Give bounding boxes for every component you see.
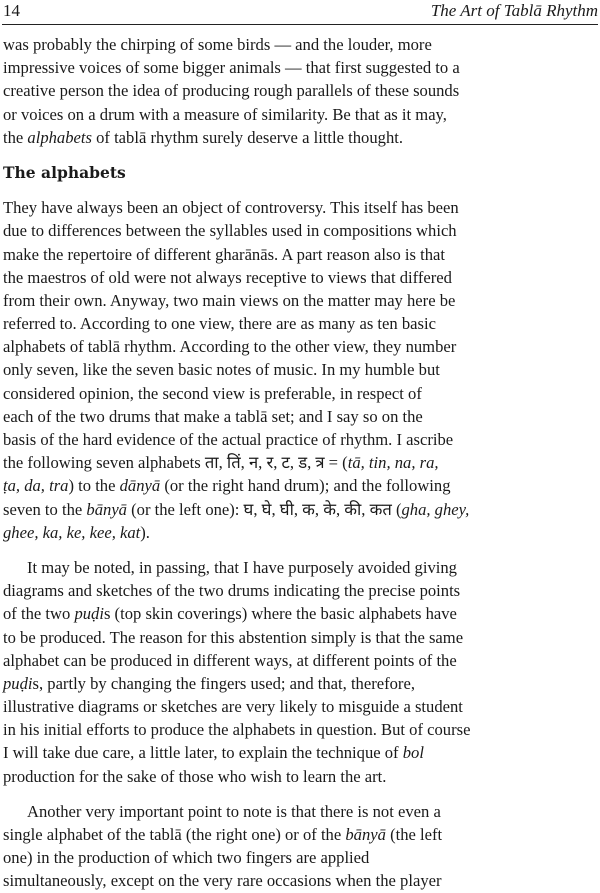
section-heading: The alphabets <box>3 162 126 182</box>
paragraph <box>3 196 491 544</box>
text-run: from their own. Anyway, two main views on the matter may here be <box>3 290 456 310</box>
text-line <box>3 196 491 219</box>
running-title: The Art of Tablā Rhythm <box>430 1 598 20</box>
italic-term: tā, tin, na, ra, <box>347 453 439 473</box>
text-run: It may be noted, in passing, that I have purposely avoided giving <box>27 557 457 577</box>
italic-term: bānyā <box>86 499 127 519</box>
text-run: creative person the idea of producing rough parallels of these sounds <box>3 81 460 101</box>
text-line <box>3 695 491 718</box>
italic-term: ghee, ka, ke, kee, kat <box>3 522 141 542</box>
page-header <box>3 0 598 24</box>
text-run: the maestros of old were not always receptive to views that differed <box>3 267 452 287</box>
text-line <box>3 602 491 625</box>
paragraph <box>3 556 491 788</box>
text-run: (the left <box>385 825 443 844</box>
text-line <box>3 649 491 672</box>
text-run: alphabets of tablā rhythm. According to the other view, they number <box>3 337 457 357</box>
header-rule <box>2 24 598 25</box>
text-line <box>3 718 491 741</box>
text-line <box>3 846 491 869</box>
text-run: in his initial efforts to produce the alphabets in question. But of course <box>3 720 471 740</box>
text-run: simultaneously, except on the very rare occasions when the player <box>3 871 442 891</box>
text-run: ). <box>140 522 150 542</box>
paragraph <box>3 33 491 149</box>
text-run: impressive voices of some bigger animals — that first suggested to a <box>3 58 460 78</box>
text-run: ) to the <box>68 476 120 496</box>
text-run: single alphabet of the tablā (the right one) or of the <box>3 825 346 844</box>
text-line <box>3 56 491 79</box>
spacer <box>3 544 491 556</box>
text-run: was probably the chirping of some birds — and the louder, more <box>3 35 432 54</box>
text-line <box>3 823 491 846</box>
text-line <box>3 335 491 358</box>
paragraph <box>3 800 491 893</box>
text-run: alphabet can be produced in different ways, at different points of the <box>3 650 457 670</box>
italic-term: puḍi <box>3 673 33 693</box>
text-run: of tablā rhythm surely deserve a little thought. <box>91 127 404 147</box>
italic-term: bol <box>402 743 424 763</box>
text-run: s, partly by changing the fingers used; and that, therefore, <box>32 673 415 693</box>
text-run: each of the two drums that make a tablā set; and I say so on the <box>3 406 423 426</box>
text-line <box>3 579 491 602</box>
text-line <box>3 800 491 823</box>
text-run: (or the left one): घ, घे, घी, क, के, की, कत ( <box>126 499 402 519</box>
text-line <box>3 474 491 497</box>
spacer <box>3 788 491 800</box>
page-body <box>3 33 491 893</box>
text-line <box>3 741 491 764</box>
text-line <box>3 79 491 102</box>
spacer <box>3 149 491 161</box>
text-line <box>3 451 491 474</box>
text-line <box>3 103 491 126</box>
text-line <box>3 521 491 544</box>
text-run: They have always been an object of controversy. This itself has been <box>3 198 459 218</box>
text-run: or voices on a drum with a measure of similarity. Be that as it may, <box>3 104 447 124</box>
text-run: of the two <box>3 604 75 624</box>
italic-term: alphabets <box>27 127 92 147</box>
text-line <box>3 626 491 649</box>
text-run: production for the sake of those who wish to learn the art. <box>3 766 387 786</box>
text-line <box>3 405 491 428</box>
text-run: one) in the production of which two fingers are applied <box>3 848 370 868</box>
text-line <box>3 243 491 266</box>
text-line <box>3 428 491 451</box>
page-number: 14 <box>3 1 20 20</box>
italic-term: dānyā <box>119 476 161 496</box>
text-run: only seven, like the seven basic notes of music. In my humble but <box>3 360 440 380</box>
text-run: considered opinion, the second view is preferable, in respect of <box>3 383 422 403</box>
text-line <box>3 266 491 289</box>
text-run: to be produced. The reason for this abstention simply is that the same <box>3 627 464 647</box>
text-run: s (top skin coverings) where the basic alphabets have <box>103 604 457 624</box>
text-run: Another very important point to note is that there is not even a <box>27 801 441 821</box>
text-line <box>3 33 491 56</box>
text-line <box>3 498 491 521</box>
text-run: diagrams and sketches of the two drums indicating the precise points <box>3 581 461 601</box>
text-run: due to differences between the syllables used in compositions which <box>3 221 457 241</box>
text-line <box>3 382 491 405</box>
text-run: basis of the hard evidence of the actual practice of rhythm. I ascribe <box>3 430 454 449</box>
text-line <box>3 219 491 242</box>
text-run: referred to. According to one view, there are as many as ten basic <box>3 314 436 334</box>
text-line <box>3 765 491 788</box>
italic-term: gha, ghey, <box>401 499 470 519</box>
text-run: seven to the <box>3 499 87 519</box>
text-line <box>3 556 491 579</box>
text-line <box>3 126 491 149</box>
italic-term: bānyā <box>345 825 386 844</box>
text-line <box>3 289 491 312</box>
italic-term: puḍi <box>74 604 104 624</box>
text-run: the following seven alphabets ता, तिं, न, र, ट, ड, त्र = ( <box>3 453 348 473</box>
text-line <box>3 358 491 381</box>
italic-term: ṭa, da, tra <box>3 476 69 496</box>
spacer <box>3 184 491 196</box>
text-line <box>3 312 491 335</box>
text-run: (or the right hand drum); and the following <box>160 476 451 496</box>
text-run: illustrative diagrams or sketches are very likely to misguide a student <box>3 697 463 717</box>
text-line <box>3 672 491 695</box>
text-run: make the repertoire of different gharānās. A part reason also is that <box>3 244 446 264</box>
text-run: the <box>3 127 28 147</box>
text-run: I will take due care, a little later, to explain the technique of <box>3 743 403 763</box>
